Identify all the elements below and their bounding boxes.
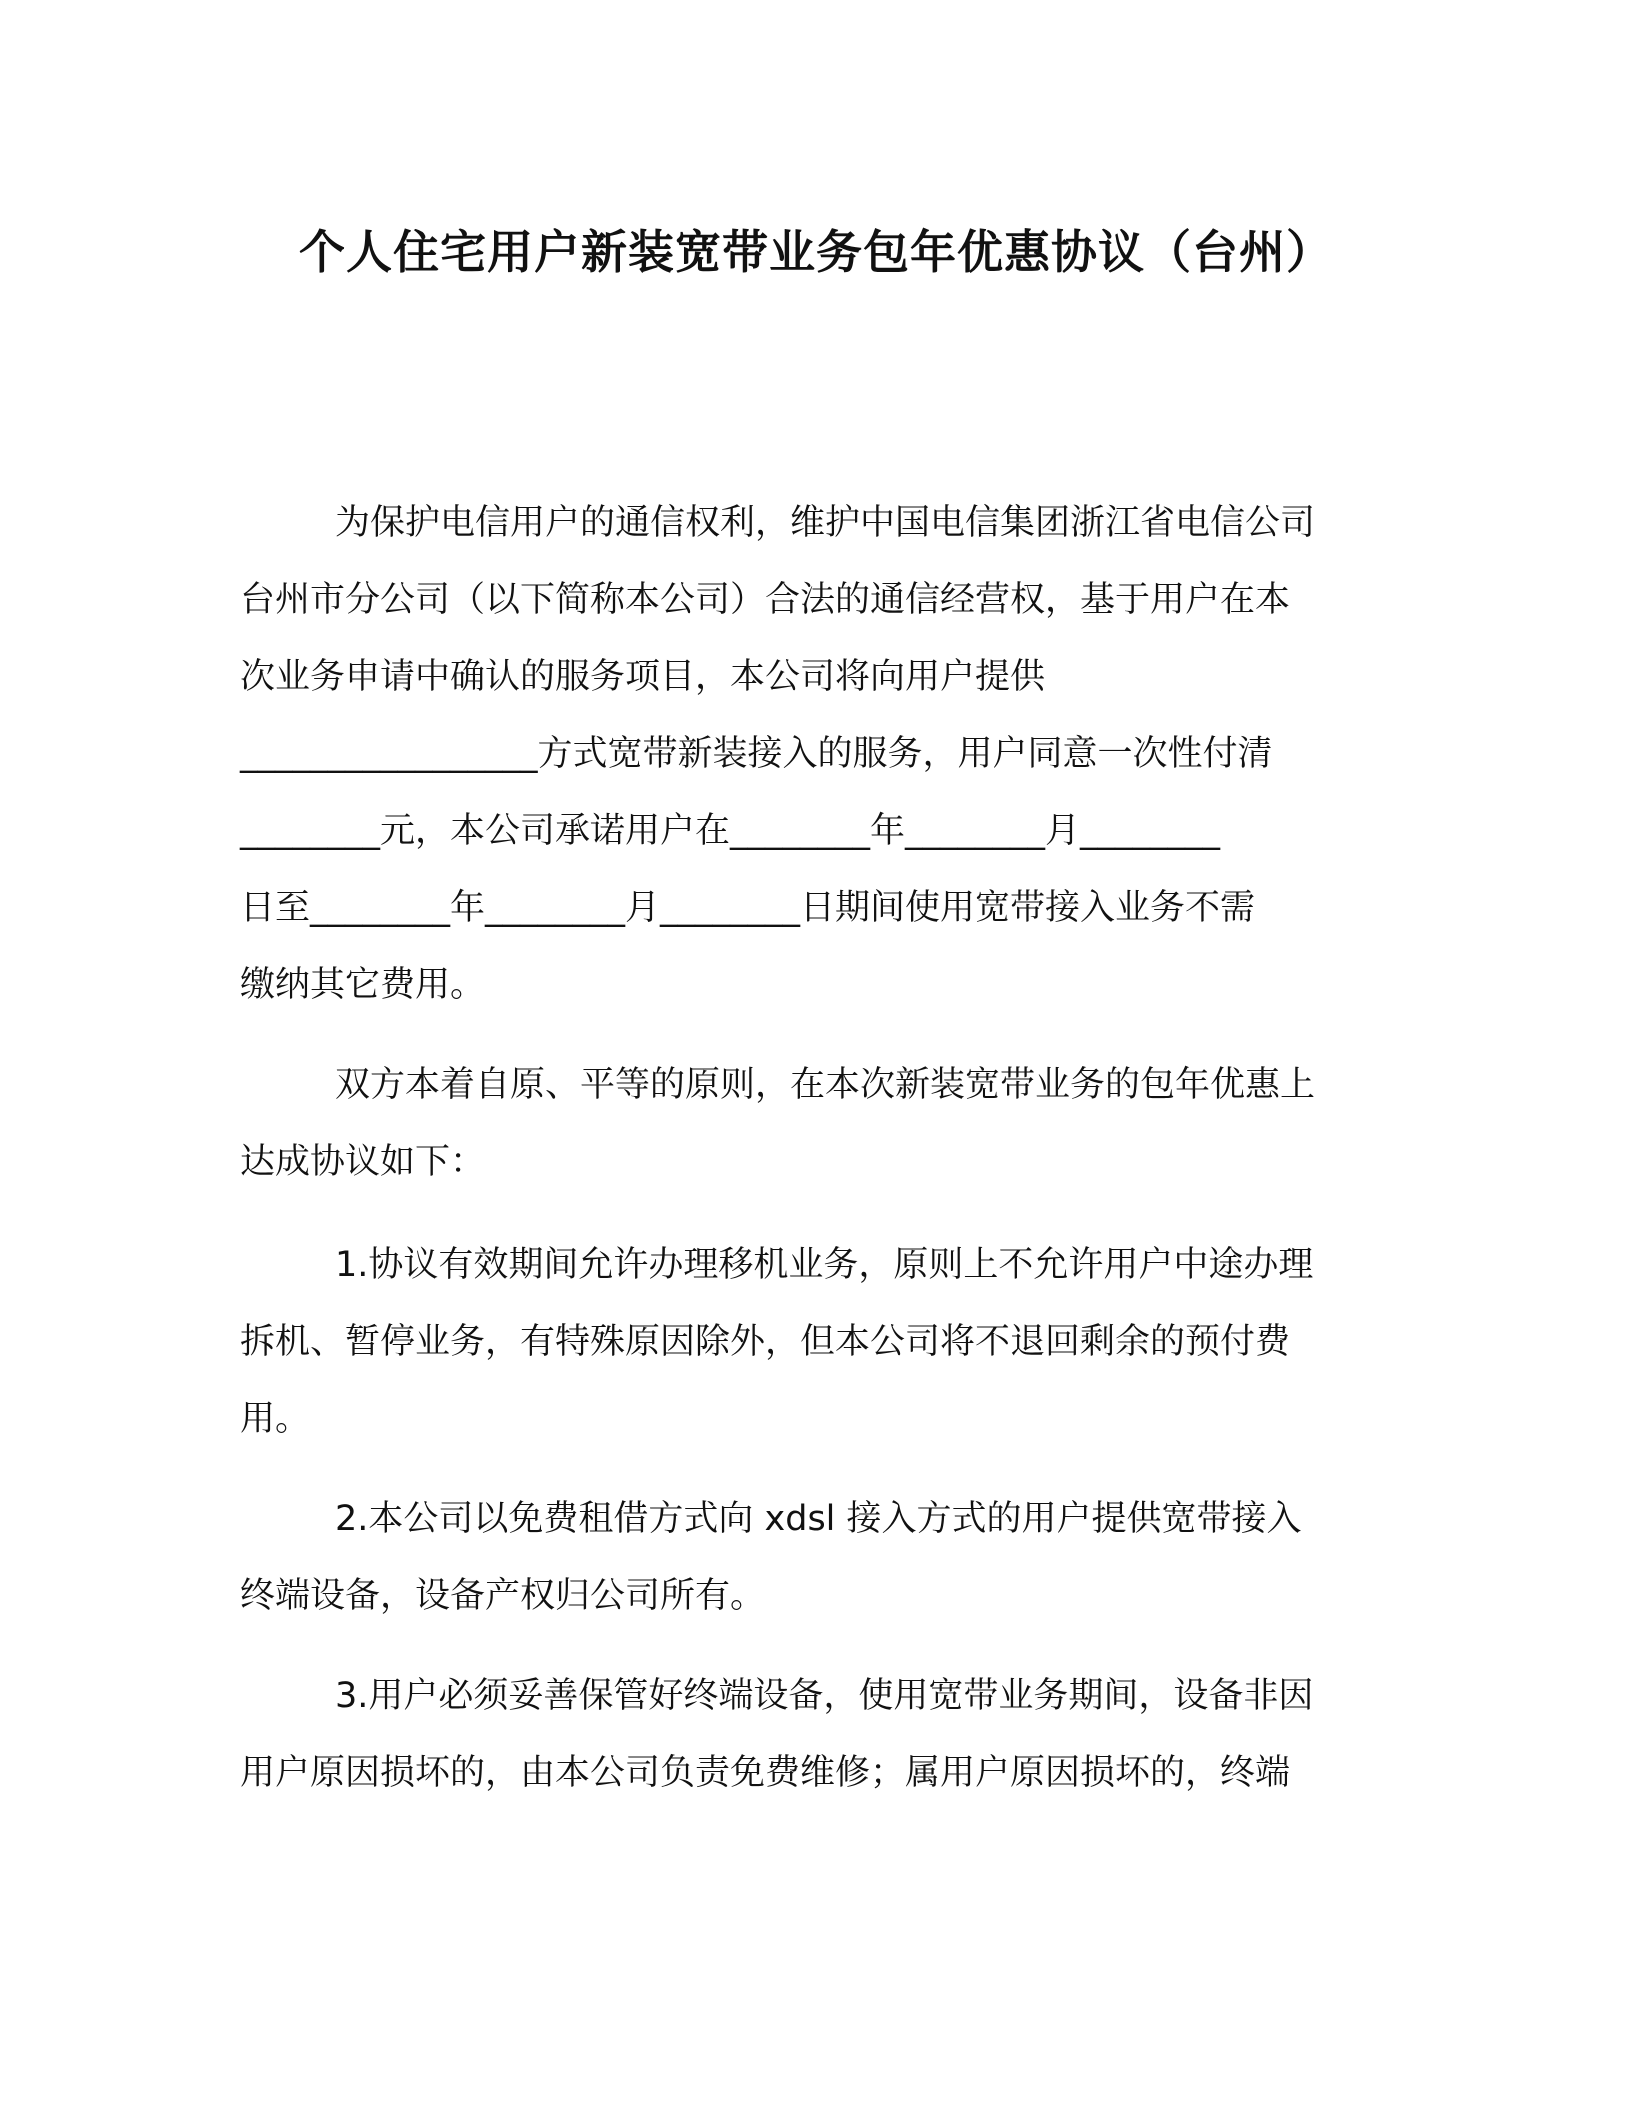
paragraph-1-line-1: 为保护电信用户的通信权利，维护中国电信集团浙江省电信公司 (335, 503, 1316, 543)
paragraph-1-line-2: 台州市分公司（以下简称本公司）合法的通信经营权，基于用户在本 (240, 580, 1291, 620)
paragraph-1-line-5: ________元，本公司承诺用户在________年________月________ (240, 811, 1221, 851)
paragraph-1-line-4: _________________方式宽带新装接入的服务，用户同意一次性付清 (240, 734, 1273, 774)
clause-1-line-1: 1.协议有效期间允许办理移机业务，原则上不允许用户中途办理 (335, 1245, 1314, 1285)
clause-2-line-1: 2.本公司以免费租借方式向 xdsl 接入方式的用户提供宽带接入 (335, 1499, 1302, 1539)
clause-3-line-2: 用户原因损坏的，由本公司负责免费维修；属用户原因损坏的，终端 (240, 1753, 1291, 1793)
paragraph-1-line-7: 缴纳其它费用。 (240, 965, 486, 1005)
paragraph-1-line-3: 次业务申请中确认的服务项目，本公司将向用户提供 (240, 657, 1046, 697)
document-title: 个人住宅用户新装宽带业务包年优惠协议（台州） (299, 225, 1333, 279)
clause-2-line-2: 终端设备，设备产权归公司所有。 (240, 1576, 766, 1616)
clause-1-line-2: 拆机、暂停业务，有特殊原因除外，但本公司将不退回剩余的预付费 (240, 1322, 1291, 1362)
paragraph-2-line-1: 双方本着自原、平等的原则，在本次新装宽带业务的包年优惠上 (335, 1065, 1316, 1105)
paragraph-2-line-2: 达成协议如下： (240, 1142, 486, 1182)
clause-1-line-3: 用。 (240, 1399, 311, 1439)
paragraph-1-line-6: 日至________年________月________日期间使用宽带接入业务不需 (240, 888, 1256, 928)
clause-3-line-1: 3.用户必须妥善保管好终端设备，使用宽带业务期间，设备非因 (335, 1676, 1314, 1716)
